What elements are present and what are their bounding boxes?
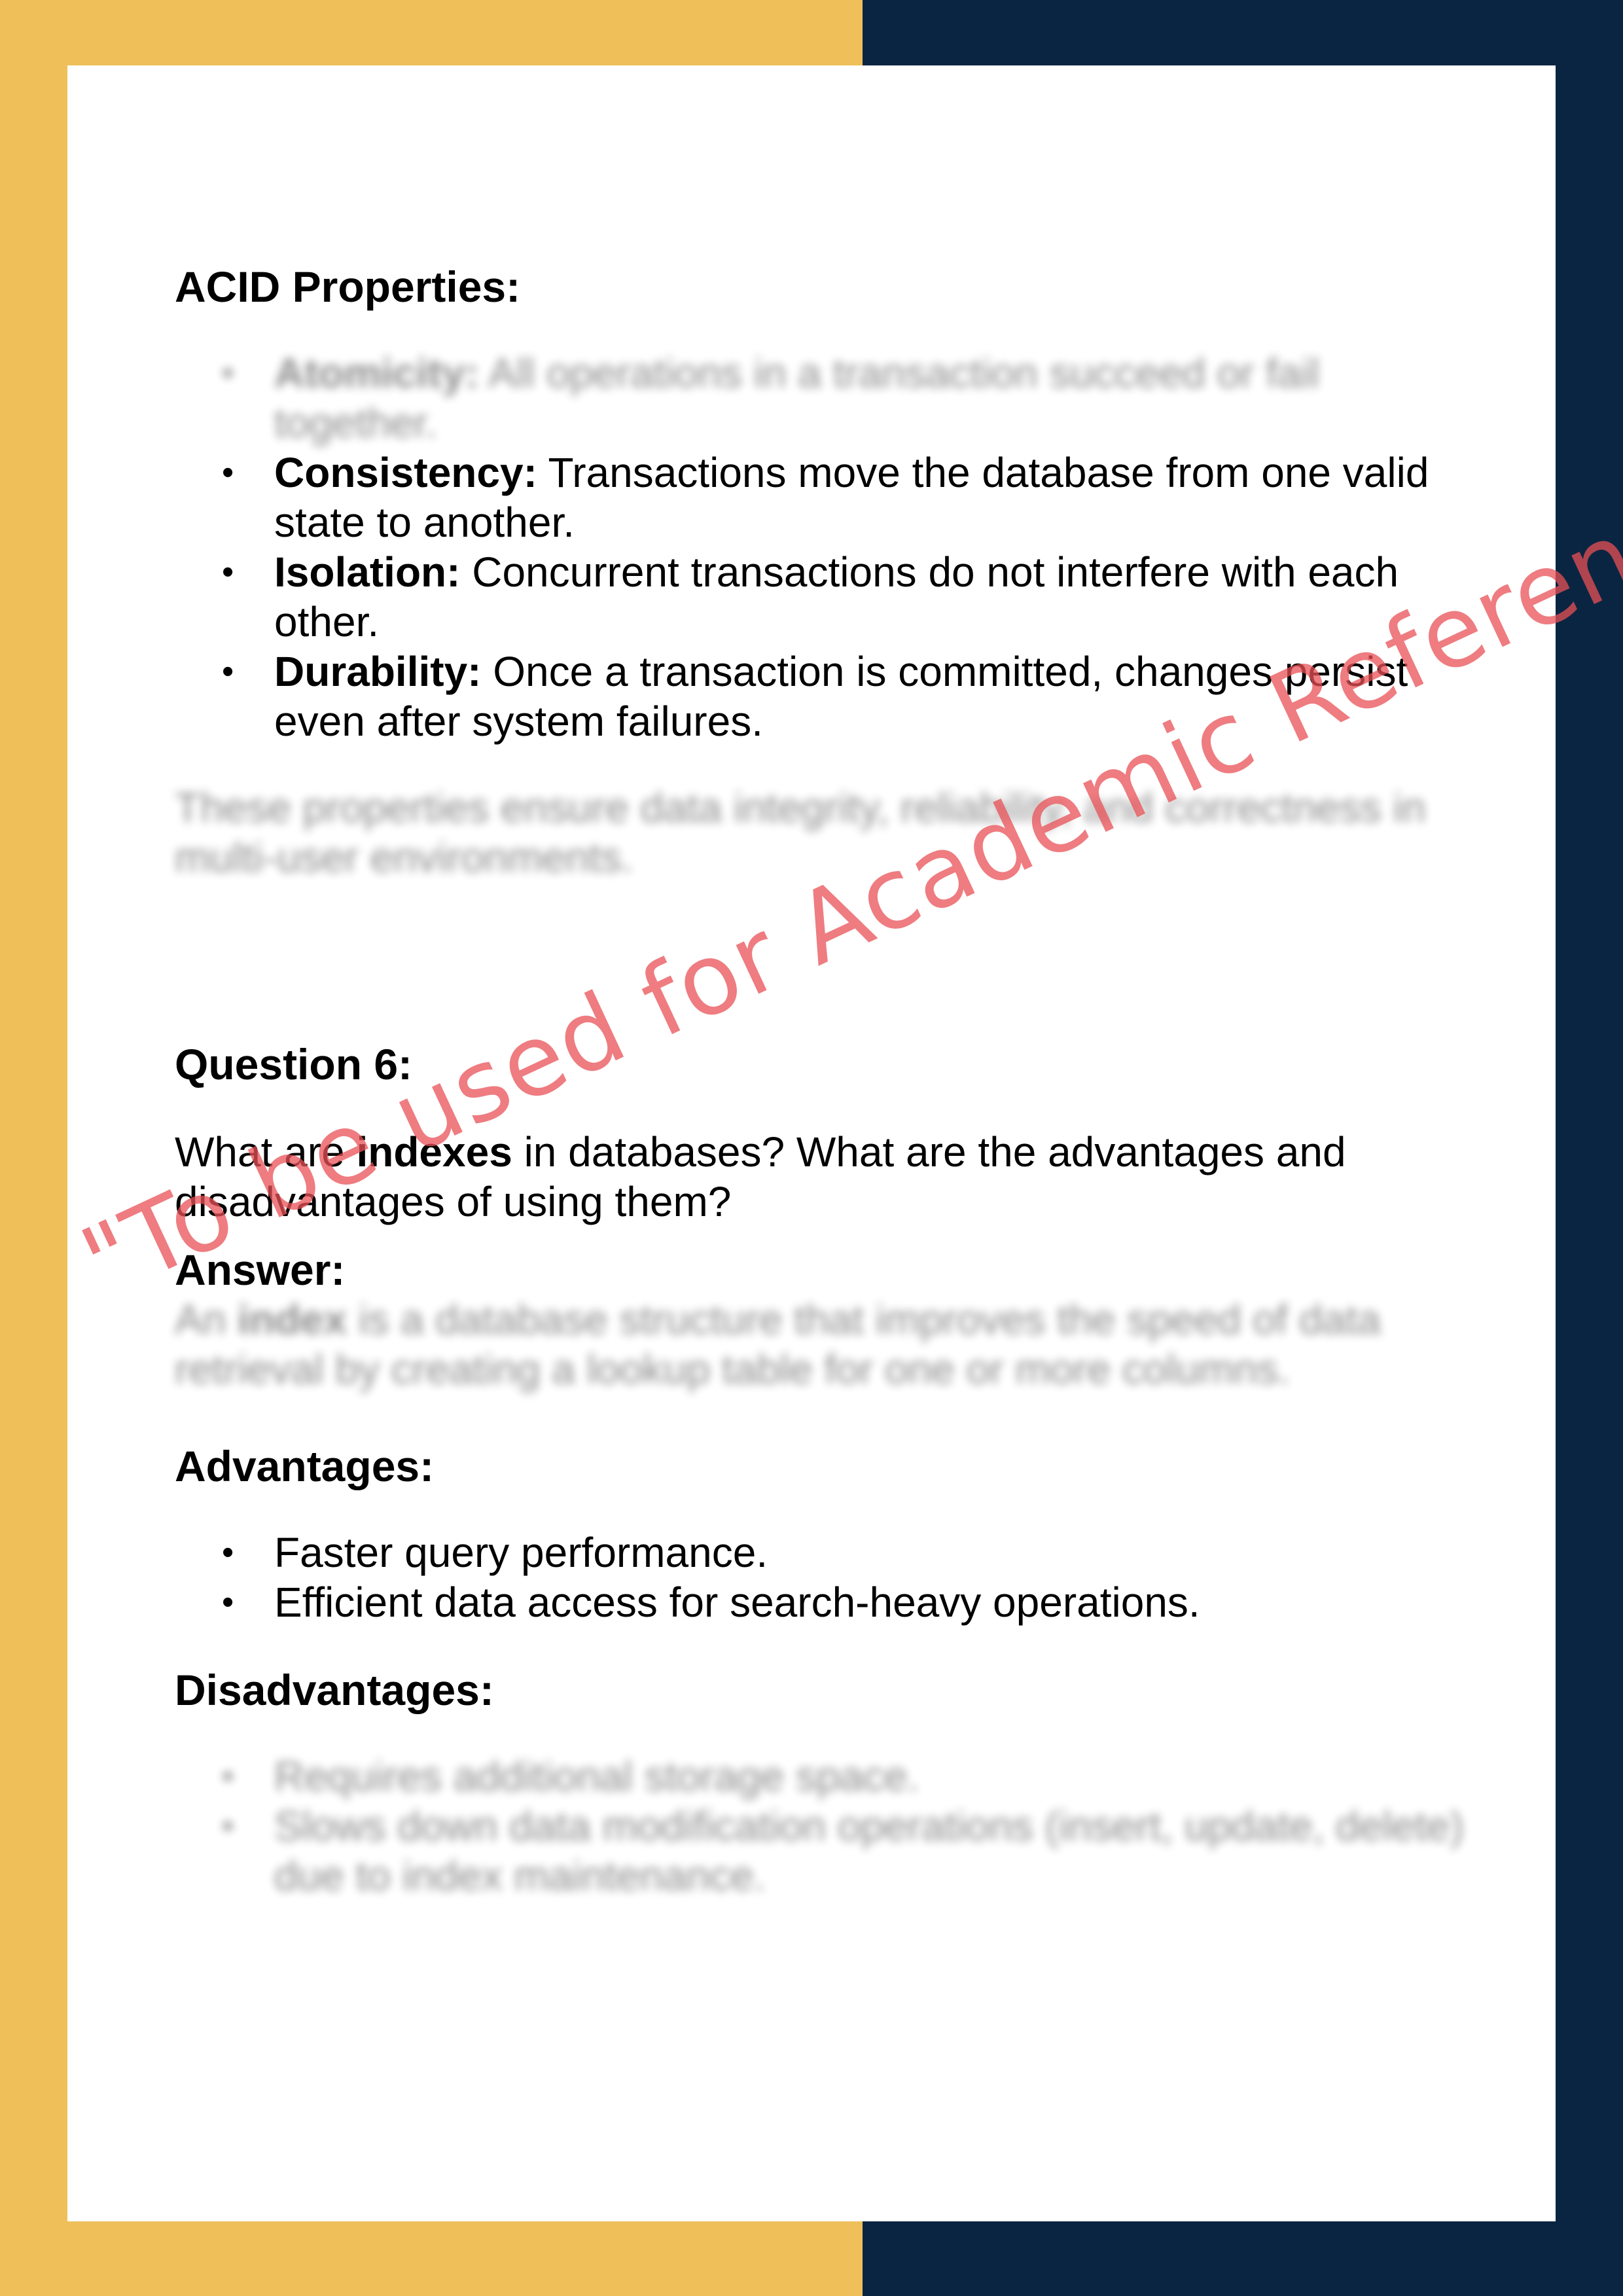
advantage-item: • Faster query performance. [175,1528,1484,1577]
watermark-text: "To be used for Academic Reference [65,450,1623,1321]
acid-term-atomicity: Atomicity: [274,350,479,397]
acid-term-durability: Durability: [274,648,482,695]
acid-item-isolation [175,547,1484,647]
question-text-bold: indexes [356,1128,512,1175]
acid-text-isolation: Concurrent transactions do not interfere with each other. [274,548,1399,645]
question-6-text [175,1127,1484,1227]
question-6-heading: Question 6: [175,1040,413,1088]
acid-heading: ACID Properties: [175,262,521,311]
acid-list [175,348,1484,746]
page-content [175,262,1484,1901]
acid-text-durability: Once a transaction is committed, changes persist even after system failures. [274,648,1408,745]
disadvantages-list [175,1751,1484,1901]
acid-term-isolation: Isolation: [274,548,461,596]
answer-text [175,1295,1484,1394]
question-text-post: in databases? What are the advantages and disadvantages of using them? [175,1128,1346,1225]
acid-text-consistency: Transactions move the database from one valid state to another. [274,449,1429,546]
acid-item-durability [175,647,1484,746]
acid-text-atomicity: All operations in a transaction succeed or fail together. [274,350,1320,446]
acid-item-atomicity [175,348,1484,448]
question-text-pre: What are [175,1128,357,1175]
answer-text-pre: An [175,1296,238,1343]
document-page [67,65,1556,2221]
advantages-list [175,1528,1484,1627]
acid-item-consistency [175,448,1484,547]
acid-term-consistency: Consistency: [274,449,537,496]
disadvantages-heading: Disadvantages: [175,1666,494,1714]
answer-label: Answer: [175,1246,346,1294]
answer-text-bold: index [238,1296,348,1343]
acid-summary: These properties ensure data integrity, reliability, and correctness in multi-user environments. [175,784,1426,881]
advantage-item: • Efficient data access for search-heavy operations. [175,1577,1484,1627]
disadvantage-item: • Requires additional storage space. [175,1751,1484,1801]
disadvantage-item: • Slows down data modification operations (insert, update, delete) due to index maintenance. [175,1801,1484,1901]
answer-text-post: is a database structure that improves the speed of data retrieval by creating a lookup table for one or more columns. [175,1296,1381,1393]
advantages-heading: Advantages: [175,1442,435,1490]
